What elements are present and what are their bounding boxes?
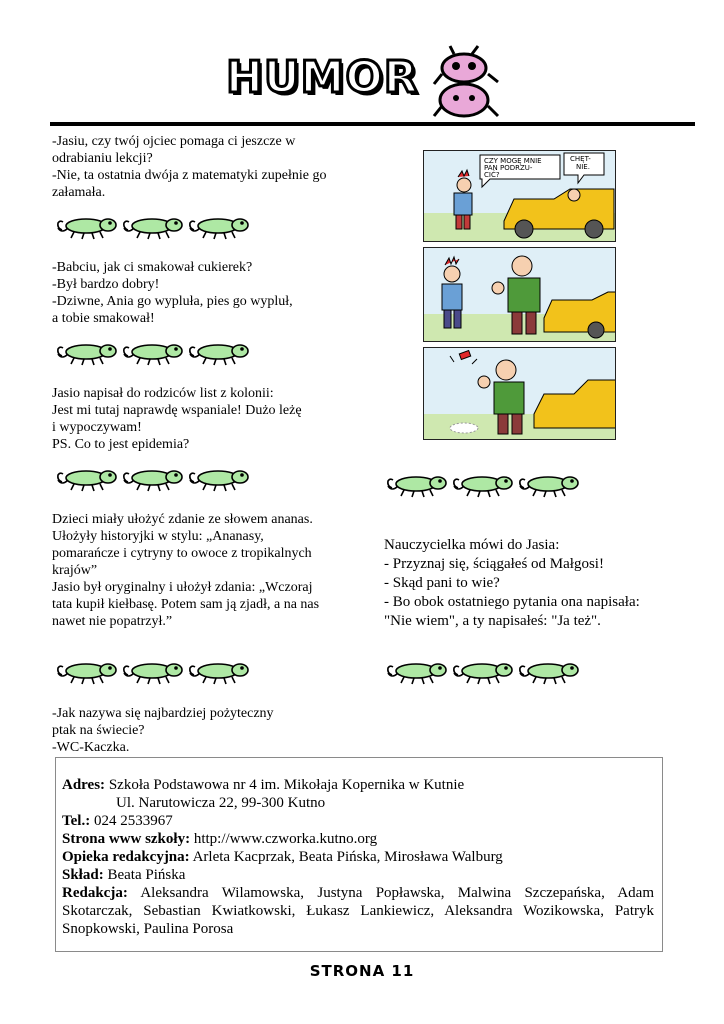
- page-number: STRONA 11: [309, 962, 415, 980]
- lizard-divider-icon: [52, 659, 252, 685]
- bug-mascot-icon: [432, 44, 504, 120]
- lizard-divider-icon: [52, 214, 252, 240]
- comic-panel-1-art: [424, 151, 616, 242]
- lizard-divider-icon: [382, 659, 582, 685]
- page-title: HUMOR: [226, 52, 419, 103]
- footer-info-box: [55, 757, 663, 952]
- lizard-divider-icon: [382, 472, 582, 498]
- joke-right: Nauczycielka mówi do Jasia: - Przyznaj się, ściągałeś od Małgosi! - Skąd pani to wie? - Bo obok ostatniego pytania ona napisała: "Nie wiem", a ty napisałeś: "Ja też".: [384, 537, 640, 629]
- footer-address-street: Ul. Narutowicza 22, 99-300 Kutno: [116, 795, 326, 811]
- joke-2: -Babciu, jak ci smakował cukierek? -Był bardzo dobry! -Dziwne, Ania go wypluła, pies go wypluł, a tobie smakował!: [52, 260, 293, 326]
- footer-typesetting: Skład: Beata Pińska: [62, 867, 186, 883]
- website-link[interactable]: http://www.czworka.kutno.org: [190, 831, 378, 847]
- footer-website: Strona www szkoły: http://www.czworka.kutno.org: [62, 831, 378, 847]
- svg-text:CHĘT-NIE.: CHĘT-NIE.: [570, 155, 591, 171]
- comic-strip: [423, 150, 616, 440]
- lizard-divider-icon: [52, 466, 252, 492]
- footer-phone: Tel.: 024 2533967: [62, 813, 173, 829]
- header-rule: [50, 122, 695, 126]
- joke-5: -Jak nazywa się najbardziej pożyteczny ptak na świecie? -WC-Kaczka.: [52, 706, 274, 755]
- footer-editors: Redakcja: Aleksandra Wilamowska, Justyna Popławska, Malwina Szczepańska, Adam Skotarczak, Sebastian Kwiatkowski, Łukasz Lankiewicz, Aleksandra Wozikowska, Patryk Snopkowski, Paulina Porosa: [62, 885, 654, 937]
- comic-panel-3-art: [424, 348, 616, 440]
- svg-text:CZY MOGĘ MNIEPAN PODRZU-CIĆ?: CZY MOGĘ MNIE PAN PODRZU-CIĆ?: [484, 157, 542, 179]
- comic-panel-2: [423, 247, 616, 342]
- joke-4: Dzieci miały ułożyć zdanie ze słowem ananas. Ułożyły historyjki w stylu: „Ananasy, pomarańcze i cytryny to owoce z tropikalnych krajów” Jasio był oryginalny i ułożył zdania: „Wczoraj tata kupił kiełbasę. Potem sam ją zjadł, a na nas nawet nie popatrzył.”: [52, 512, 320, 629]
- joke-3: Jasio napisał do rodziców list z kolonii: Jest mi tutaj naprawdę wspaniale! Dużo leżę i wypoczywam! PS. Co to jest epidemia?: [52, 386, 302, 452]
- comic-panel-3: [423, 347, 616, 440]
- footer-address: Adres: Szkoła Podstawowa nr 4 im. Mikołaja Kopernika w Kutnie: [62, 777, 465, 793]
- comic-panel-2-art: [424, 248, 616, 342]
- joke-1: -Jasiu, czy twój ojciec pomaga ci jeszcze w odrabianiu lekcji? -Nie, ta ostatnia dwója z matematyki zupełnie go załamała.: [52, 134, 327, 200]
- footer-editorial-care: Opieka redakcyjna: Arleta Kacprzak, Beata Pińska, Mirosława Walburg: [62, 849, 503, 865]
- comic-panel-1: [423, 150, 616, 242]
- lizard-divider-icon: [52, 340, 252, 366]
- page-header: [0, 40, 724, 120]
